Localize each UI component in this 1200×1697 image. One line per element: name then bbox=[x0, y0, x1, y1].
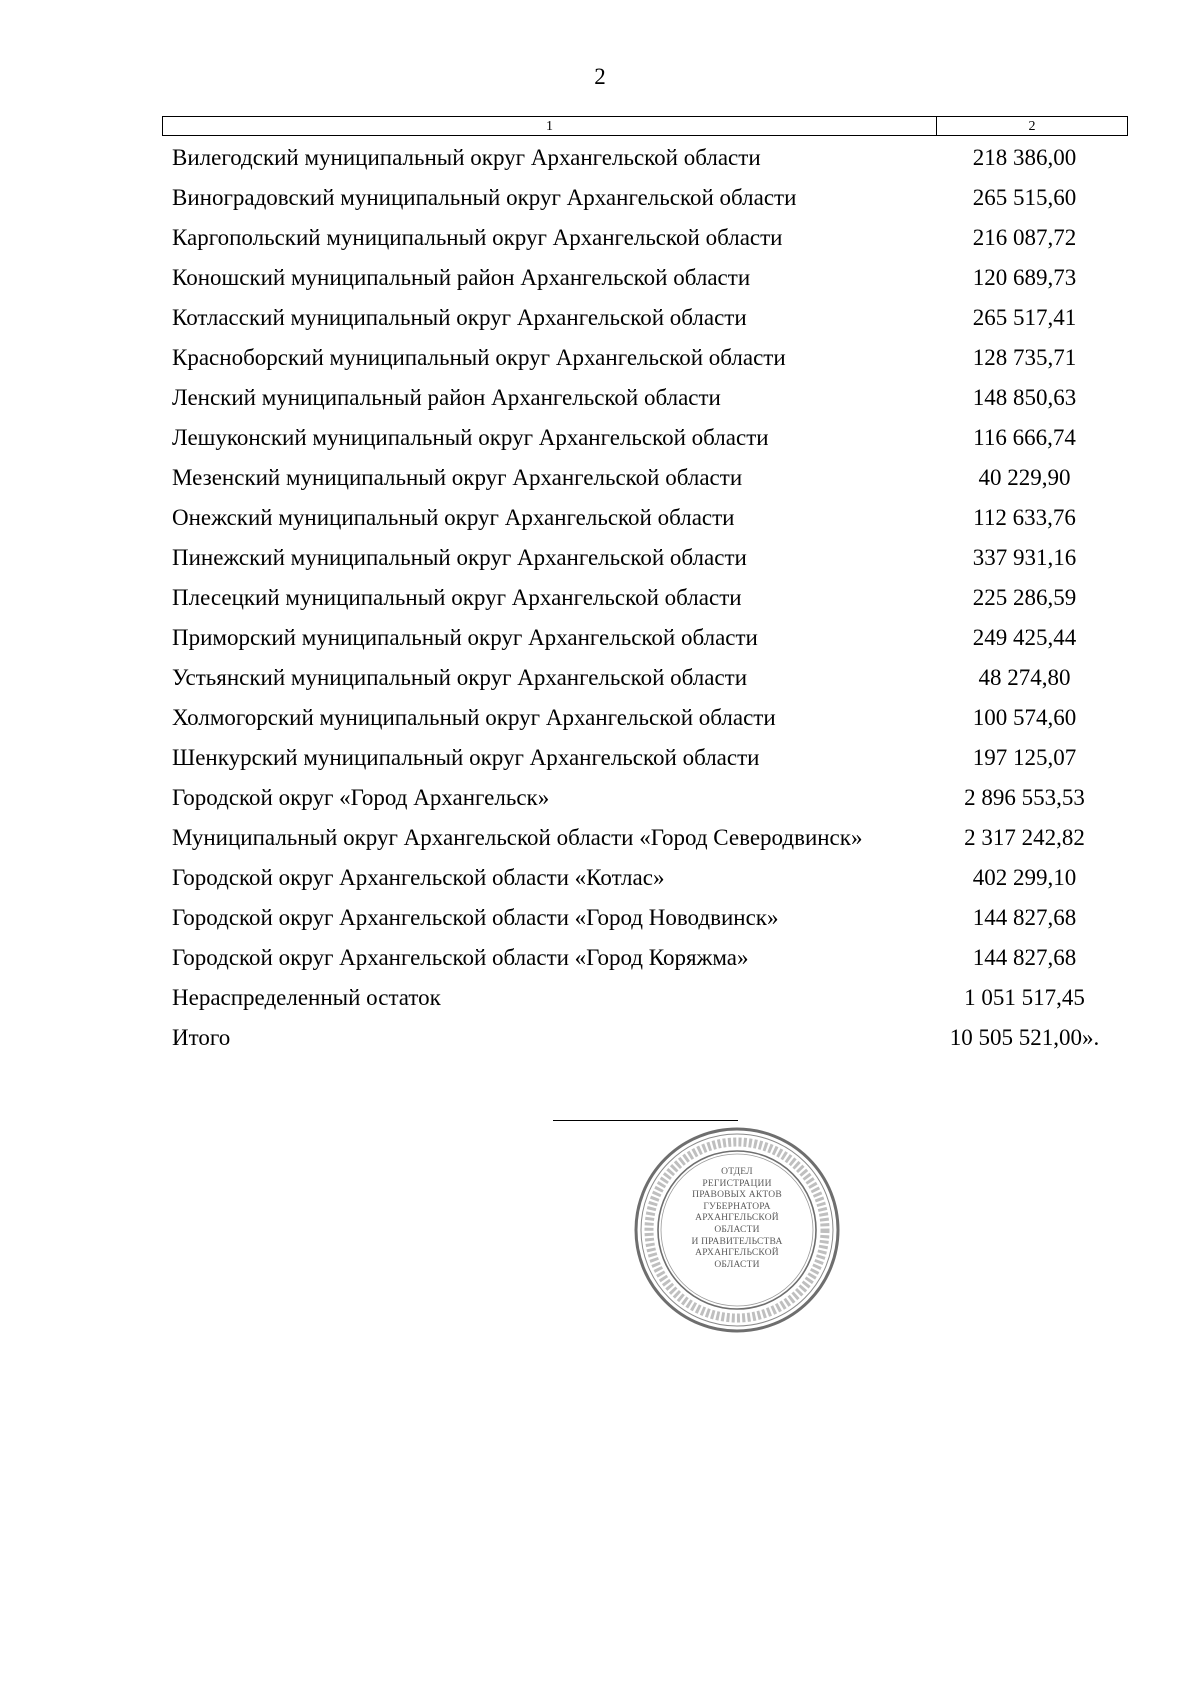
municipality-name: Городской округ Архангельской области «Город Новодвинск» bbox=[172, 905, 779, 930]
seal-text-line: АРХАНГЕЛЬСКОЙ bbox=[695, 1213, 779, 1224]
municipality-name: Онежский муниципальный округ Архангельской области bbox=[172, 505, 735, 530]
municipality-name: Устьянский муниципальный округ Архангельской области bbox=[172, 665, 748, 690]
table-row bbox=[172, 418, 1112, 458]
municipality-name: Нераспределенный остаток bbox=[172, 985, 441, 1010]
table-row bbox=[172, 298, 1112, 338]
municipality-name: Приморский муниципальный округ Архангельской области bbox=[172, 625, 758, 650]
municipality-name: Городской округ Архангельской области «Котлас» bbox=[172, 865, 665, 890]
allocation-amount: 112 633,76 bbox=[973, 505, 1076, 530]
allocation-amount: 225 286,59 bbox=[972, 585, 1077, 610]
allocation-table bbox=[172, 138, 1112, 1058]
table-row bbox=[172, 498, 1112, 538]
allocation-amount: 2 317 242,82 bbox=[964, 825, 1085, 850]
seal-text-line: ГУБЕРНАТОРА bbox=[703, 1201, 771, 1212]
column-number-1: 1 bbox=[163, 117, 937, 135]
allocation-amount: 402 299,10 bbox=[972, 865, 1077, 890]
municipality-name: Пинежский муниципальный округ Архангельской области bbox=[172, 545, 747, 570]
table-row bbox=[172, 258, 1112, 298]
table-row bbox=[172, 378, 1112, 418]
municipality-name: Шенкурский муниципальный округ Архангельской области bbox=[172, 745, 760, 770]
allocation-amount: 265 515,60 bbox=[972, 185, 1077, 210]
table-row bbox=[172, 618, 1112, 658]
table-row bbox=[172, 1018, 1112, 1058]
table-row bbox=[172, 138, 1112, 178]
allocation-amount: 116 666,74 bbox=[973, 425, 1076, 450]
closing-line bbox=[553, 1120, 738, 1121]
table-row bbox=[172, 218, 1112, 258]
allocation-amount: 40 229,90 bbox=[978, 465, 1071, 490]
table-row bbox=[172, 818, 1112, 858]
table-row bbox=[172, 658, 1112, 698]
table-row bbox=[172, 538, 1112, 578]
allocation-amount: 216 087,72 bbox=[972, 225, 1077, 250]
municipality-name: Муниципальный округ Архангельской области «Город Северодвинск» bbox=[172, 825, 863, 850]
table-row bbox=[172, 578, 1112, 618]
allocation-amount: 100 574,60 bbox=[972, 705, 1077, 730]
municipality-name: Каргопольский муниципальный округ Архангельской области bbox=[172, 225, 783, 250]
seal-text-line: ОБЛАСТИ bbox=[714, 1224, 760, 1235]
municipality-name: Лешуконский муниципальный округ Архангельской области bbox=[172, 425, 769, 450]
allocation-amount: 120 689,73 bbox=[972, 265, 1077, 290]
municipality-name: Вилегодский муниципальный округ Архангельской области bbox=[172, 145, 761, 170]
municipality-name: Итого bbox=[172, 1025, 231, 1050]
table-row bbox=[172, 938, 1112, 978]
table-row bbox=[172, 458, 1112, 498]
municipality-name: Плесецкий муниципальный округ Архангельской области bbox=[172, 585, 742, 610]
allocation-amount: 249 425,44 bbox=[972, 625, 1077, 650]
table-row bbox=[172, 698, 1112, 738]
allocation-amount: 128 735,71 bbox=[972, 345, 1077, 370]
municipality-name: Мезенский муниципальный округ Архангельской области bbox=[172, 465, 743, 490]
column-number-2: 2 bbox=[1028, 119, 1036, 134]
allocation-amount: 10 505 521,00». bbox=[949, 1025, 1100, 1050]
table-row bbox=[172, 858, 1112, 898]
table-row bbox=[172, 898, 1112, 938]
allocation-amount: 144 827,68 bbox=[972, 945, 1077, 970]
table-row bbox=[172, 338, 1112, 378]
seal-text-line: И ПРАВИТЕЛЬСТВА bbox=[691, 1236, 783, 1247]
allocation-amount: 197 125,07 bbox=[972, 745, 1077, 770]
table-row bbox=[172, 778, 1112, 818]
page-number: 2 bbox=[594, 64, 606, 89]
allocation-amount: 48 274,80 bbox=[978, 665, 1071, 690]
municipality-name: Коношский муниципальный район Архангельской области bbox=[172, 265, 751, 290]
allocation-amount: 218 386,00 bbox=[972, 145, 1077, 170]
table-row bbox=[172, 738, 1112, 778]
seal-text-line: АРХАНГЕЛЬСКОЙ bbox=[695, 1248, 779, 1259]
allocation-amount: 2 896 553,53 bbox=[964, 785, 1085, 810]
municipality-name: Виноградовский муниципальный округ Архангельской области bbox=[172, 185, 797, 210]
municipality-name: Котласский муниципальный округ Архангельской области bbox=[172, 305, 747, 330]
seal-text-line: ОТДЕЛ bbox=[721, 1167, 753, 1177]
allocation-amount: 1 051 517,45 bbox=[964, 985, 1085, 1010]
allocation-amount: 265 517,41 bbox=[972, 305, 1077, 330]
allocation-amount: 144 827,68 bbox=[972, 905, 1077, 930]
municipality-name: Городской округ «Город Архангельск» bbox=[172, 785, 550, 810]
seal-text-line: ОБЛАСТИ bbox=[714, 1259, 760, 1270]
table-row bbox=[172, 978, 1112, 1018]
municipality-name: Красноборский муниципальный округ Архангельской области bbox=[172, 345, 786, 370]
seal-text-line: РЕГИСТРАЦИИ bbox=[702, 1178, 772, 1189]
table-row bbox=[172, 178, 1112, 218]
municipality-name: Холмогорский муниципальный округ Архангельской области bbox=[172, 705, 776, 730]
municipality-name: Городской округ Архангельской области «Город Коряжма» bbox=[172, 945, 749, 970]
allocation-amount: 337 931,16 bbox=[972, 545, 1077, 570]
table-column-header bbox=[162, 116, 1128, 136]
municipality-name: Ленский муниципальный район Архангельской области bbox=[172, 385, 721, 410]
allocation-amount: 148 850,63 bbox=[972, 385, 1077, 410]
seal-inner-text bbox=[667, 1167, 807, 1271]
seal-text-line: ПРАВОВЫХ АКТОВ bbox=[692, 1190, 782, 1201]
